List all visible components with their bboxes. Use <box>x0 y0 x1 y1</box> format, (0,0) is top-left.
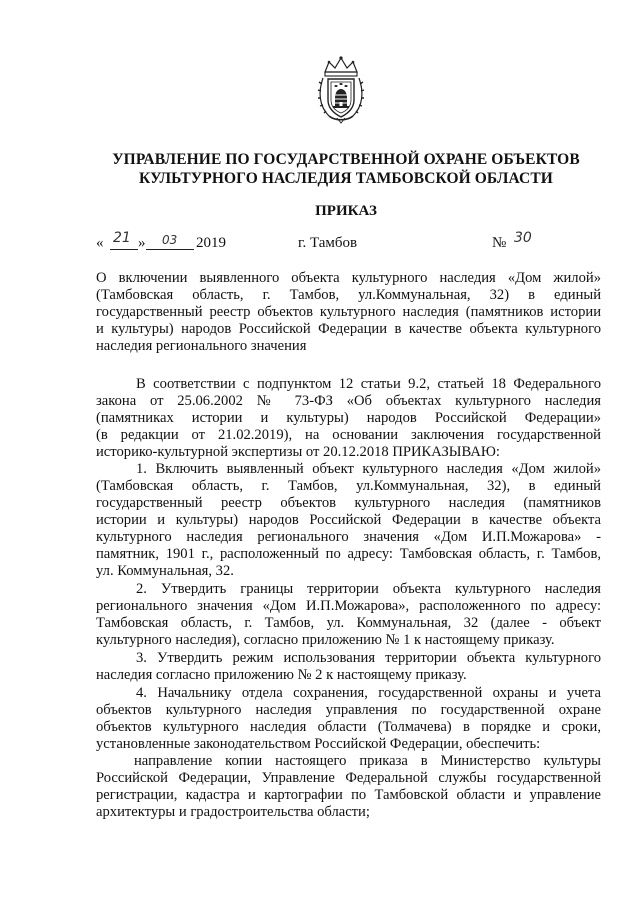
body-line: ул. Коммунальная, 32. <box>96 563 234 579</box>
body-line: 3. Утвердить режим использования территории объекта культурного <box>136 650 601 666</box>
title-line: и культуры) народов Российской Федерации в качестве объекта культурного <box>96 321 601 337</box>
body-line: закона от 25.06.2002 № 73-ФЗ «Об объектах культурного наследия <box>96 393 601 409</box>
title-line: О включении выявленного объекта культурного наследия «Дом жилой» <box>96 270 601 286</box>
body-line: 1. Включить выявленный объект культурного наследия «Дом жилой» <box>136 461 601 477</box>
document-type-heading: ПРИКАЗ <box>315 203 377 219</box>
title-line: (Тамбовская область, г. Тамбов, ул.Коммунальная, 32) в единый <box>96 287 601 303</box>
order-number-label: № <box>492 235 507 251</box>
date-day-underline <box>110 249 138 250</box>
body-line: наследия согласно приложению № 2 к настоящему приказу. <box>96 667 467 683</box>
body-line: историко-культурной экспертизы от 20.12.2018 ПРИКАЗЫВАЮ: <box>96 444 500 460</box>
body-line: архитектуры и градостроительства области; <box>96 804 370 820</box>
date-open-quote: « <box>96 235 104 251</box>
body-line: регистрации, кадастра и картографии по Тамбовской области и управление <box>96 787 601 803</box>
date-month-underline <box>146 249 194 250</box>
organization-name-line-2: КУЛЬТУРНОГО НАСЛЕДИЯ ТАМБОВСКОЙ ОБЛАСТИ <box>139 170 553 187</box>
body-line: объектов культурного наследия управления по государственной охране <box>96 702 601 718</box>
body-line: Тамбовская область, г. Тамбов, ул. Коммунальная, 32 (далее - объект <box>96 615 601 631</box>
tambov-coat-of-arms-emblem <box>317 54 365 124</box>
body-line: Российской Федерации, Управление Федеральной службы государственной <box>96 770 601 786</box>
body-line: истории и культуры) народов Российской Федерации в качестве объекта <box>96 512 601 528</box>
body-line: регионального значения «Дом И.П.Можарова», расположенного по адресу: <box>96 598 601 614</box>
body-line: (памятниках истории и культуры) народов Российской Федерации» <box>96 410 601 426</box>
body-line: направление копии настоящего приказа в Министерство культуры <box>134 753 601 769</box>
body-line: 4. Начальнику отдела сохранения, государственной охраны и учета <box>136 685 601 701</box>
body-line: установленные законодательством Российской Федерации, обеспечить: <box>96 736 541 752</box>
city-name: г. Тамбов <box>298 235 358 251</box>
body-line: В соответствии с подпунктом 12 статьи 9.2, статьей 18 Федерального <box>136 376 601 392</box>
body-line: 2. Утвердить границы территории объекта культурного наследия <box>136 581 601 597</box>
body-line: объектов культурного наследия области (Толмачева) в порядке и сроки, <box>96 719 601 735</box>
date-year: 2019 <box>196 235 226 251</box>
organization-name-line-1: УПРАВЛЕНИЕ ПО ГОСУДАРСТВЕННОЙ ОХРАНЕ ОБЪЕКТОВ <box>112 151 580 168</box>
date-day-handwritten: 21 <box>113 230 131 246</box>
date-month-handwritten: 03 <box>162 233 178 247</box>
body-line: (в редакции от 21.02.2019), на основании заключения государственной <box>96 427 601 443</box>
body-line: (Тамбовская область, г. Тамбов, ул.Коммунальная, 32), в единый <box>96 478 601 494</box>
body-line: памятник, 1901 г., расположенный по адресу: Тамбовская область, г. Тамбов, <box>96 546 601 562</box>
order-number-handwritten: 30 <box>514 230 532 246</box>
body-line: государственный реестр объектов культурного наследия (памятников <box>96 495 601 511</box>
title-line: государственный реестр объектов культурного наследия (памятников истории <box>96 304 601 320</box>
body-line: культурного наследия регионального значения «Дом И.П.Можарова» - <box>96 529 601 545</box>
title-line: наследия регионального значения <box>96 338 307 354</box>
body-line: культурного наследия), согласно приложению № 1 к настоящему приказу. <box>96 632 555 648</box>
date-close-quote: » <box>138 235 146 251</box>
